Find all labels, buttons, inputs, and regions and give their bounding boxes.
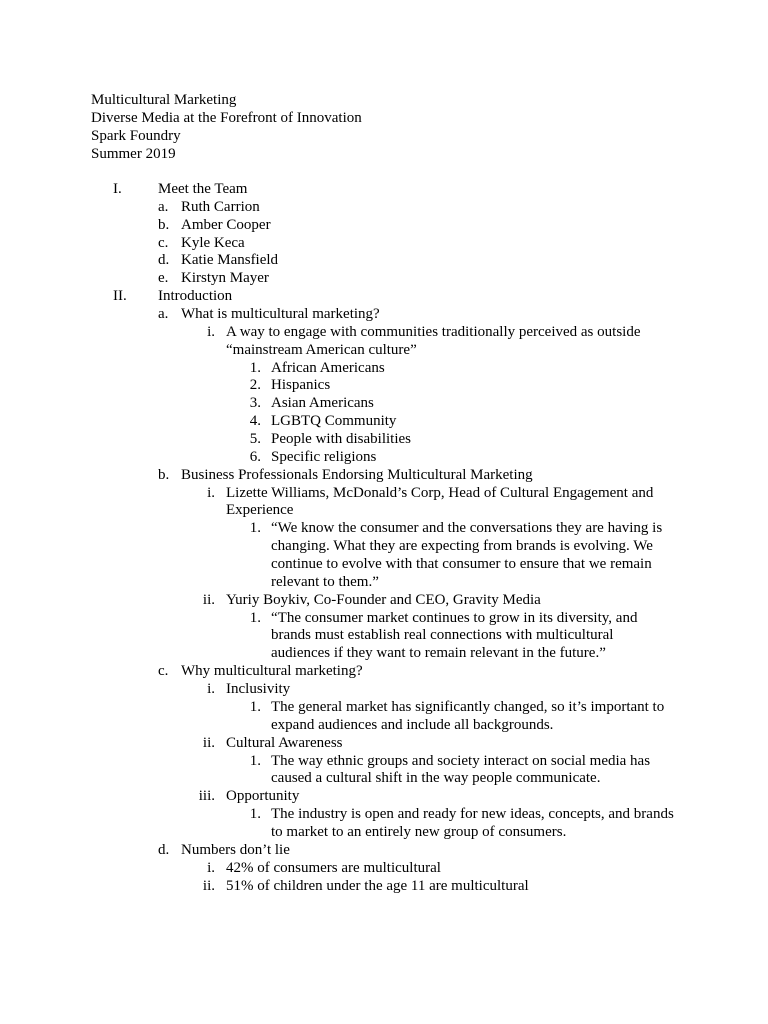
subsection-title: Numbers don’t lie: [181, 841, 290, 858]
team-member: [0, 199, 768, 217]
document-title: Multicultural Marketing: [91, 92, 237, 108]
community-item: [0, 360, 768, 378]
professional-name: Yuriy Boykiv, Co-Founder and CEO, Gravity Media: [226, 591, 541, 608]
team-member-name: Ruth Carrion: [181, 198, 260, 215]
definition-text: A way to engage with communities traditionally perceived as outside “mainstream American culture”: [226, 323, 641, 358]
reason-detail: [0, 806, 768, 842]
reason-title: Cultural Awareness: [226, 734, 343, 751]
subsection-statistics: [0, 842, 768, 896]
quote-item: [0, 610, 768, 664]
definition-point: [0, 324, 768, 467]
reason-text: The industry is open and ready for new ideas, concepts, and brands to market to an entirely new group of consumers.: [271, 806, 674, 840]
roman-numeral-marker: II.: [113, 288, 127, 305]
letter-marker: a.: [158, 306, 169, 323]
letter-marker: c.: [158, 234, 169, 251]
statistic-text: 51% of children under the age 11 are multicultural: [226, 877, 529, 894]
professional-entry: [0, 592, 768, 663]
roman-numeral-marker: I.: [113, 181, 122, 197]
subsection-title: What is multicultural marketing?: [181, 306, 380, 323]
letter-marker: b.: [158, 216, 170, 233]
subsection-title: Why multicultural marketing?: [181, 663, 363, 680]
subsection-definition: [0, 306, 768, 467]
small-roman-marker: i.: [207, 859, 215, 876]
number-marker: 1.: [249, 609, 261, 626]
document-subtitle: Diverse Media at the Forefront of Innovation: [91, 109, 362, 126]
letter-marker: c.: [158, 663, 169, 680]
number-marker: 1.: [249, 520, 261, 537]
team-member-name: Kirstyn Mayer: [181, 270, 269, 287]
team-member-name: Katie Mansfield: [181, 252, 279, 269]
community-name: Asian Americans: [271, 395, 374, 412]
number-marker: 5.: [249, 431, 261, 448]
subsection-reasons: [0, 663, 768, 842]
team-member-name: Kyle Keca: [181, 234, 245, 251]
community-name: LGBTQ Community: [271, 413, 397, 430]
reason-text: The general market has significantly changed, so it’s important to expand audiences and include all backgrounds.: [271, 698, 665, 733]
organization-name: Spark Foundry: [91, 127, 181, 144]
small-roman-marker: i.: [207, 323, 215, 340]
small-roman-marker: ii.: [202, 591, 215, 608]
section-heading: [0, 181, 768, 199]
document-outline: [0, 181, 768, 895]
subsection-title: Business Professionals Endorsing Multicultural Marketing: [181, 466, 533, 483]
letter-marker: a.: [158, 198, 169, 215]
community-item: [0, 377, 768, 395]
number-marker: 2.: [249, 377, 261, 394]
reason-entry: [0, 681, 768, 735]
small-roman-marker: i.: [207, 681, 215, 698]
section-meet-the-team: [0, 181, 768, 288]
small-roman-marker: iii.: [198, 788, 215, 805]
quote-text: “The consumer market continues to grow in its diversity, and brands must establish real connections with multicultural audiences if they want to remain relevant in the future.”: [271, 609, 638, 662]
quote-text: “We know the consumer and the conversations they are having is changing. What they are expecting from brands is evolving. We continue to evolve with that consumer to ensure that we remain relevant to them.”: [271, 520, 663, 590]
number-marker: 1.: [249, 359, 261, 376]
reason-title: Opportunity: [226, 788, 300, 805]
statistic-item: [0, 860, 768, 878]
team-member: [0, 217, 768, 235]
document-date: Summer 2019: [91, 145, 176, 162]
reason-text: The way ethnic groups and society interact on social media has caused a cultural shift in the way people communicate.: [271, 752, 651, 787]
team-member: [0, 252, 768, 270]
statistic-text: 42% of consumers are multicultural: [226, 859, 441, 876]
section-title: Introduction: [158, 288, 233, 305]
letter-marker: e.: [158, 270, 169, 287]
reason-entry: [0, 735, 768, 789]
subsection-endorsements: [0, 467, 768, 663]
community-item: [0, 395, 768, 413]
reason-detail: [0, 753, 768, 789]
section-title: Meet the Team: [158, 181, 248, 197]
number-marker: 1.: [249, 698, 261, 715]
community-item: [0, 413, 768, 431]
community-name: Hispanics: [271, 377, 331, 394]
number-marker: 6.: [249, 448, 261, 465]
small-roman-marker: ii.: [202, 877, 215, 894]
community-name: African Americans: [271, 359, 385, 376]
number-marker: 3.: [249, 395, 261, 412]
letter-marker: b.: [158, 466, 170, 483]
reason-title: Inclusivity: [226, 681, 291, 698]
section-introduction: [0, 288, 768, 895]
reason-detail: [0, 699, 768, 735]
community-item: [0, 449, 768, 467]
section-heading: [0, 288, 768, 306]
letter-marker: d.: [158, 841, 170, 858]
community-item: [0, 431, 768, 449]
number-marker: 1.: [249, 752, 261, 769]
quote-item: [0, 520, 768, 591]
small-roman-marker: ii.: [202, 734, 215, 751]
professional-name: Lizette Williams, McDonald’s Corp, Head of Cultural Engagement and Experience: [226, 484, 654, 519]
small-roman-marker: i.: [207, 484, 215, 501]
team-member: [0, 270, 768, 288]
document-header: [91, 92, 362, 163]
letter-marker: d.: [158, 252, 170, 269]
reason-entry: [0, 788, 768, 842]
community-name: Specific religions: [271, 448, 377, 465]
number-marker: 1.: [249, 806, 261, 823]
number-marker: 4.: [249, 413, 261, 430]
team-member: [0, 235, 768, 253]
statistic-item: [0, 878, 768, 896]
professional-entry: [0, 485, 768, 592]
team-member-name: Amber Cooper: [181, 216, 271, 233]
community-name: People with disabilities: [271, 431, 411, 448]
